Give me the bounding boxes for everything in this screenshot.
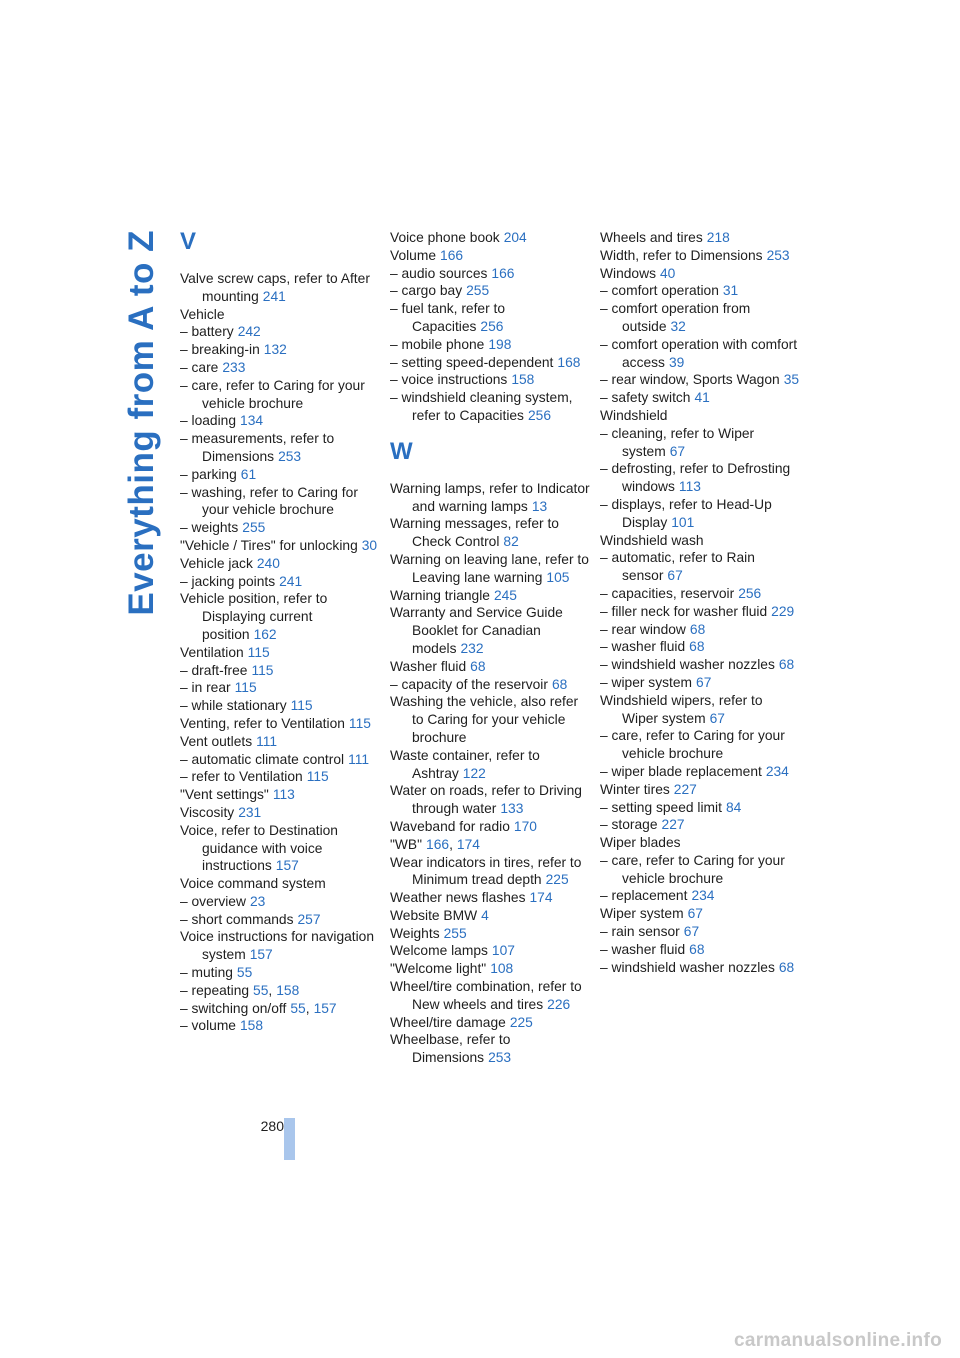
entry-text: – washer fluid	[600, 639, 686, 655]
entry-text: – safety switch	[600, 390, 691, 406]
entry-text: – rear window	[600, 621, 686, 637]
index-entry	[180, 964, 380, 982]
entry-text: Warning on leaving lane, refer to Leaving lane warning	[390, 551, 589, 585]
index-entry	[180, 519, 380, 537]
index-entry	[600, 959, 800, 977]
page-link[interactable]: 39	[668, 354, 685, 370]
entry-text: Waste container, refer to Ashtray	[390, 747, 540, 781]
page-link[interactable]: 174	[456, 836, 480, 852]
index-entry	[390, 551, 590, 587]
index-entry	[390, 587, 590, 605]
entry-text: "Vent settings"	[180, 787, 269, 803]
entry-text: – fuel tank, refer to Capacities	[390, 301, 506, 334]
entry-text: – mobile phone	[390, 336, 485, 352]
entry-text: – wiper blade replacement	[600, 763, 762, 779]
entry-text: Winter tires	[600, 781, 670, 797]
entry-text: – windshield washer nozzles	[600, 657, 775, 673]
index-entry	[600, 727, 800, 763]
page-number: 280	[260, 1118, 284, 1134]
index-entry	[390, 282, 590, 300]
index-entry	[600, 816, 800, 834]
entry-text: "WB"	[390, 836, 423, 852]
index-entry	[390, 300, 590, 336]
page-link[interactable]: 157	[313, 1000, 337, 1016]
page-link[interactable]: 55	[253, 982, 269, 998]
entry-text: – voice instructions	[390, 372, 508, 388]
entry-text: Wear indicators in tires, refer to Minimum tread depth	[390, 854, 582, 888]
page-link[interactable]: 253	[766, 247, 790, 263]
page-link[interactable]: 67	[687, 906, 703, 922]
index-entry	[180, 430, 380, 466]
entry-text: Voice, refer to Destination guidance with voice instructions	[180, 822, 338, 874]
page-link[interactable]: 255	[443, 925, 467, 941]
index-entry	[600, 692, 800, 728]
page-link[interactable]: 105	[546, 569, 570, 585]
index-entry: – switching on/off 55, 157	[180, 1000, 337, 1016]
page-link[interactable]: 115	[348, 715, 371, 731]
page-link[interactable]: 133	[500, 801, 524, 817]
index-entry	[180, 537, 380, 555]
index-entry: "WB" 166, 174	[390, 836, 480, 852]
page-link[interactable]: 23	[249, 893, 266, 909]
page-link[interactable]: 256	[738, 585, 762, 601]
entry-text: – audio sources	[390, 265, 488, 281]
entry-text: Valve screw caps, refer to After mounting	[180, 271, 370, 304]
entry-text: – volume	[180, 1018, 236, 1034]
index-entry	[180, 573, 380, 591]
index-entry	[600, 549, 800, 585]
page-link[interactable]: 232	[460, 640, 484, 656]
entry-text: Volume	[390, 247, 437, 263]
entry-text: – jacking points	[180, 573, 276, 589]
page-link[interactable]: 225	[545, 872, 569, 888]
page-link[interactable]: 122	[462, 765, 486, 781]
page-link[interactable]: 231	[238, 804, 262, 820]
entry-text: – in rear	[180, 680, 231, 696]
index-entry	[180, 679, 380, 697]
page-link[interactable]: 257	[297, 911, 321, 927]
index-entry	[390, 818, 590, 836]
page-link[interactable]: 108	[490, 961, 514, 977]
page-link[interactable]: 68	[470, 658, 486, 674]
page-link[interactable]: 158	[511, 372, 535, 388]
index-entry	[180, 893, 380, 911]
index-entry	[600, 905, 800, 923]
index-entry	[390, 658, 590, 676]
page-link[interactable]: 67	[696, 674, 712, 690]
entry-text: – displays, refer to Head-Up Display	[600, 496, 772, 530]
entry-text: Voice instructions for navigation system	[180, 929, 375, 963]
entry-text: – comfort operation from outside	[600, 301, 751, 334]
index-entry	[600, 638, 800, 656]
entry-text: Viscosity	[180, 804, 235, 820]
entry-text: – automatic, refer to Rain sensor	[600, 550, 755, 584]
index-entry	[390, 604, 590, 657]
entry-text: – switching on/off	[180, 1000, 287, 1016]
page-link[interactable]: 253	[488, 1050, 512, 1066]
page-link[interactable]: 242	[237, 324, 261, 340]
index-entry	[180, 697, 380, 715]
page-link[interactable]: 157	[275, 858, 299, 874]
page-link[interactable]: 234	[765, 763, 789, 779]
entry-text: Welcome lamps	[390, 943, 488, 959]
index-entry	[600, 834, 800, 852]
entry-text: Windshield	[600, 407, 668, 423]
index-entry	[180, 804, 380, 822]
index-entry	[600, 781, 800, 799]
index-entry	[390, 942, 590, 960]
entry-text: – storage	[600, 817, 658, 833]
page-link[interactable]: 253	[278, 448, 302, 464]
page-link[interactable]: 113	[272, 787, 295, 803]
page-link[interactable]: 67	[669, 443, 686, 459]
page-number-bar	[284, 1118, 295, 1160]
index-entry	[600, 887, 800, 905]
index-entry	[390, 515, 590, 551]
page-link[interactable]: 67	[709, 710, 725, 726]
page-link[interactable]: 227	[661, 817, 685, 833]
entry-text: – draft-free	[180, 662, 248, 678]
index-entry	[180, 715, 380, 733]
index-entry	[390, 889, 590, 907]
entry-text: Vehicle	[180, 306, 225, 322]
index-entry	[390, 389, 590, 425]
entry-text: Voice phone book	[390, 230, 500, 245]
entry-text: – setting speed limit	[600, 799, 722, 815]
index-entry	[180, 733, 380, 751]
index-entry	[180, 484, 380, 520]
page-link[interactable]: 166	[440, 247, 464, 263]
page-link[interactable]: 115	[234, 680, 257, 696]
index-entry	[180, 412, 380, 430]
index-entry	[390, 907, 590, 925]
page-link[interactable]: 35	[783, 372, 800, 388]
entry-text: – measurements, refer to Dimensions	[180, 431, 335, 464]
page-link[interactable]: 113	[678, 479, 701, 495]
index-entry	[180, 270, 380, 306]
page-link[interactable]: 32	[670, 318, 686, 334]
entry-text: – care, refer to Caring for your vehicle brochure	[600, 852, 785, 886]
index-entry	[600, 460, 800, 496]
page-link[interactable]: 168	[557, 354, 581, 370]
entry-text: Warning lamps, refer to Indicator and warning lamps	[390, 480, 590, 514]
page-link[interactable]: 68	[689, 941, 705, 957]
index-entry	[600, 532, 800, 550]
page-link[interactable]: 245	[493, 587, 517, 603]
page-link[interactable]: 241	[262, 288, 286, 304]
page-link[interactable]: 55	[236, 965, 253, 981]
index-entry	[180, 306, 380, 324]
entry-text: Wheel/tire damage	[390, 1014, 506, 1030]
page-link[interactable]: 227	[673, 781, 697, 797]
section-letter: W	[390, 437, 413, 465]
page-link[interactable]: 111	[256, 733, 278, 749]
page-link[interactable]: 68	[689, 621, 706, 637]
page-link[interactable]: 68	[778, 657, 795, 673]
page-link[interactable]: 61	[240, 466, 257, 482]
entry-text: Vent outlets	[180, 733, 253, 749]
entry-text: – care	[180, 359, 219, 375]
entry-text: – capacity of the reservoir	[390, 676, 548, 692]
entry-text: Website BMW	[390, 907, 478, 923]
entry-text: Warning messages, refer to Check Control	[390, 516, 559, 550]
page-link[interactable]: 115	[247, 644, 270, 660]
index-entry	[600, 265, 800, 283]
section-letter: V	[180, 228, 197, 255]
page-link[interactable]: 158	[239, 1018, 264, 1034]
index-entry: – repeating 55, 158	[180, 982, 300, 998]
index-entry	[390, 960, 590, 978]
page-link[interactable]: 68	[778, 959, 795, 975]
page-link[interactable]: 174	[529, 890, 553, 906]
page-link[interactable]: 68	[551, 676, 568, 692]
index-entry	[600, 941, 800, 959]
index-entry	[180, 341, 380, 359]
entry-text: Vehicle position, refer to Displaying current position	[180, 591, 328, 642]
index-entry	[180, 662, 380, 680]
page-link[interactable]: 162	[253, 626, 277, 642]
entry-text: Warning triangle	[390, 587, 490, 603]
entry-text: Voice command system	[180, 876, 326, 892]
page-link[interactable]: 67	[683, 924, 700, 940]
entry-text: Windshield wipers, refer to Wiper system	[600, 692, 763, 726]
index-entry	[180, 323, 380, 341]
page-link[interactable]: 157	[249, 947, 273, 963]
entry-text: – loading	[180, 413, 237, 429]
watermark: carmanualsonline.info	[734, 1330, 942, 1351]
entry-text: – cleaning, refer to Wiper system	[600, 425, 755, 459]
index-column-2	[390, 229, 590, 1067]
page-link[interactable]: 229	[771, 603, 795, 619]
index-entry	[600, 425, 800, 461]
page-link[interactable]: 240	[256, 555, 280, 571]
index-entry	[390, 747, 590, 783]
index-entry	[600, 923, 800, 941]
entry-text: – refer to Ventilation	[180, 769, 303, 785]
page-link[interactable]: 241	[279, 573, 303, 589]
entry-text: – rear window, Sports Wagon	[600, 372, 780, 388]
entry-text: – weights	[180, 520, 239, 536]
entry-text: Windows	[600, 265, 656, 281]
entry-text: – while stationary	[180, 698, 287, 714]
entry-text: – washing, refer to Caring for your vehicle brochure	[180, 484, 358, 518]
index-entry	[390, 1031, 590, 1067]
page-link[interactable]: 204	[503, 230, 527, 245]
index-entry	[600, 799, 800, 817]
index-entry	[600, 247, 800, 265]
index-entry	[390, 978, 590, 1014]
entry-text: Wheel/tire combination, refer to New wheels and tires	[390, 979, 582, 1012]
entry-text: – windshield washer nozzles	[600, 959, 775, 975]
entry-text: – battery	[180, 324, 234, 340]
index-entry	[390, 265, 590, 283]
entry-text: "Welcome light"	[390, 961, 487, 977]
page-link[interactable]: 166	[426, 836, 450, 852]
page-link[interactable]: 234	[691, 888, 715, 904]
entry-text: – rain sensor	[600, 924, 680, 940]
index-entry	[390, 371, 590, 389]
page-link[interactable]: 115	[251, 662, 274, 678]
index-entry	[600, 763, 800, 781]
page-link[interactable]: 30	[361, 537, 378, 553]
index-entry	[390, 693, 590, 746]
index-entry	[600, 496, 800, 532]
page-link[interactable]: 82	[503, 534, 519, 550]
entry-text: – cargo bay	[390, 283, 463, 299]
index-entry	[600, 300, 800, 336]
index-entry	[180, 555, 380, 573]
entry-text: – repeating	[180, 982, 250, 998]
index-entry	[390, 854, 590, 890]
index-entry	[390, 354, 590, 372]
index-entry	[180, 590, 380, 643]
page-link[interactable]: 132	[263, 342, 287, 358]
index-entry	[180, 822, 380, 875]
entry-text: Wiper blades	[600, 835, 681, 851]
page-link[interactable]: 111	[348, 751, 370, 767]
entry-text: – wiper system	[600, 674, 693, 690]
index-column-3	[600, 229, 800, 976]
entry-text: Wheelbase, refer to Dimensions	[390, 1032, 511, 1066]
entry-text: Waveband for radio	[390, 818, 510, 834]
index-entry	[390, 480, 590, 516]
entry-text: Vehicle jack	[180, 555, 253, 571]
index-entry	[180, 875, 380, 893]
index-entry	[390, 229, 590, 247]
entry-text: – breaking-in	[180, 342, 260, 358]
page-link[interactable]: 31	[722, 283, 739, 299]
page-link[interactable]: 67	[667, 568, 683, 584]
index-entry	[180, 466, 380, 484]
entry-text: Washing the vehicle, also refer to Caring for your vehicle brochure	[390, 694, 579, 745]
index-entry	[180, 751, 380, 769]
page-link[interactable]: 115	[290, 698, 313, 714]
page-link[interactable]: 256	[480, 318, 504, 334]
entry-text: – muting	[180, 965, 233, 981]
entry-text: – care, refer to Caring for your vehicle brochure	[180, 377, 365, 411]
page-link[interactable]: 4	[481, 907, 489, 923]
entry-text: – defrosting, refer to Defrosting windows	[600, 461, 791, 495]
entry-text: Wheels and tires	[600, 230, 703, 245]
entry-text: Width, refer to Dimensions	[600, 247, 763, 263]
page-link[interactable]: 68	[689, 639, 705, 655]
index-entry	[600, 656, 800, 674]
entry-text: Venting, refer to Ventilation	[180, 715, 345, 731]
page-link[interactable]: 198	[488, 336, 512, 352]
page-link[interactable]: 134	[240, 413, 264, 429]
index-entry	[390, 1014, 590, 1032]
entry-text: Weights	[390, 925, 440, 941]
entry-text: – replacement	[600, 888, 688, 904]
index-entry	[390, 676, 590, 694]
page-link[interactable]: 84	[725, 799, 742, 815]
index-entry	[180, 786, 380, 804]
page-link[interactable]: 226	[547, 996, 571, 1012]
index-entry	[600, 229, 800, 247]
index-entry	[600, 371, 800, 389]
entry-text: – care, refer to Caring for your vehicle brochure	[600, 728, 785, 762]
side-title: Everything from A to Z	[122, 230, 161, 616]
page-link[interactable]: 218	[706, 230, 730, 245]
page-link[interactable]: 101	[671, 514, 695, 530]
index-entry	[390, 336, 590, 354]
page-link[interactable]: 255	[242, 520, 266, 536]
index-entry	[600, 603, 800, 621]
page-link[interactable]: 233	[222, 359, 246, 375]
index-entry	[180, 377, 380, 413]
page-link[interactable]: 158	[276, 982, 300, 998]
entry-text: Windshield wash	[600, 532, 704, 548]
entry-text: Weather news flashes	[390, 890, 526, 906]
page-link[interactable]: 40	[659, 265, 676, 281]
page-link[interactable]: 170	[513, 818, 537, 834]
entry-text: Ventilation	[180, 644, 244, 660]
page-link[interactable]: 255	[466, 283, 490, 299]
page-link[interactable]: 166	[491, 265, 515, 281]
entry-text: "Vehicle / Tires" for unlocking	[180, 537, 358, 553]
page-link[interactable]: 41	[694, 390, 710, 406]
index-entry	[600, 621, 800, 639]
page-link[interactable]: 225	[509, 1014, 533, 1030]
index-entry	[390, 925, 590, 943]
index-entry	[600, 674, 800, 692]
entry-text: Warranty and Service Guide Booklet for Canadian models	[390, 605, 563, 656]
page-link[interactable]: 55	[290, 1000, 306, 1016]
index-entry	[390, 247, 590, 265]
index-entry	[600, 852, 800, 888]
index-entry	[600, 336, 800, 372]
index-column-1	[180, 229, 380, 1035]
entry-text: – windshield cleaning system, refer to Capacities	[390, 390, 573, 423]
index-entry	[180, 911, 380, 929]
index-entry	[600, 282, 800, 300]
entry-text: – overview	[180, 893, 246, 909]
index-entry	[180, 768, 380, 786]
entry-text: Water on roads, refer to Driving through water	[390, 783, 582, 817]
index-entry	[600, 585, 800, 603]
entry-text: – parking	[180, 466, 237, 482]
entry-text: – short commands	[180, 911, 294, 927]
page-link[interactable]: 107	[491, 943, 515, 959]
index-entry	[180, 644, 380, 662]
index-entry	[180, 1017, 380, 1035]
page-link[interactable]: 13	[531, 498, 548, 514]
index-entry	[180, 928, 380, 964]
entry-text: – capacities, reservoir	[600, 585, 735, 601]
entry-text: – washer fluid	[600, 941, 686, 957]
entry-text: Washer fluid	[390, 658, 467, 674]
page-link[interactable]: 256	[527, 407, 551, 423]
entry-text: – comfort operation with comfort access	[600, 336, 798, 370]
entry-text: – filler neck for washer fluid	[600, 603, 768, 619]
entry-text: – automatic climate control	[180, 751, 345, 767]
page-link[interactable]: 115	[306, 769, 329, 785]
index-entry	[390, 782, 590, 818]
index-entry	[180, 359, 380, 377]
index-entry	[600, 389, 800, 407]
entry-text: Wiper system	[600, 906, 684, 922]
entry-text: – comfort operation	[600, 283, 719, 299]
entry-text: – setting speed-dependent	[390, 354, 554, 370]
index-entry	[600, 407, 800, 425]
